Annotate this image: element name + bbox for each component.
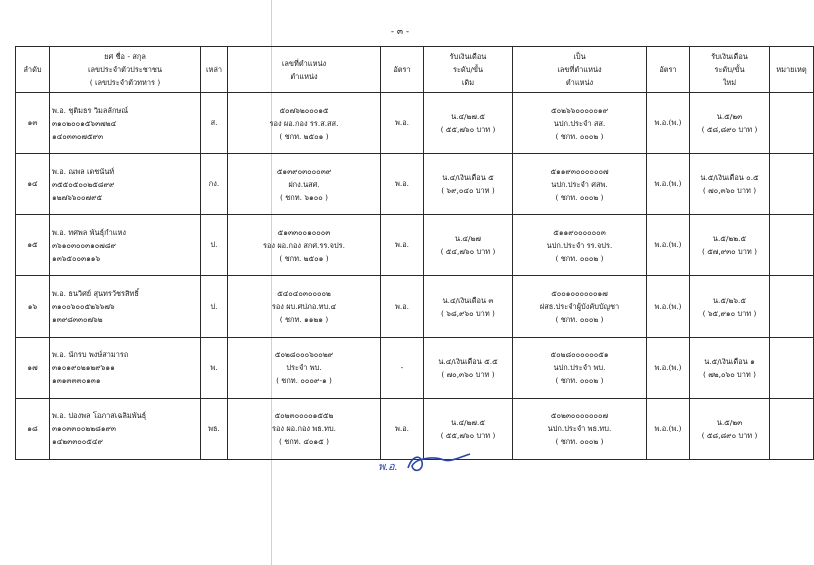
salary-old-cell-line: ( ๕๔,๗๖๐ บาท )	[440, 247, 496, 257]
name-cell-line: พ.อ. ณพล เดชนันท์	[52, 166, 115, 176]
signature-mark	[378, 450, 478, 480]
salary-old-cell-line: น.๔/เงินเดือน ๕	[442, 173, 494, 183]
new-position-cell-line: ( ชกท. ๐๐๐๒ )	[555, 131, 604, 141]
new-position-cell-line: นปก.ประจำ พบ.	[553, 363, 606, 373]
salary-new-cell	[690, 154, 770, 215]
position-cell-line: ๕๑๓๙๐๓๐๐๐๓๙	[276, 166, 332, 176]
page-number: - ๓ -	[390, 27, 410, 37]
name-cell-line: ๓๑๐๑๙๐๒๑๒๙๖๑๑	[52, 363, 115, 373]
name-cell-line: ๑๒๗๖๖๐๐๗๙๕	[52, 192, 103, 202]
name-cell-line: พ.อ. ปองพล โอภาสเฉลิมพันธุ์	[52, 411, 147, 421]
salary-old-cell	[424, 276, 513, 337]
new-position-cell-line: ๕๑๑๙๐๐๐๐๐๐๓	[553, 227, 606, 237]
position-cell-line: ประจำ พบ.	[286, 363, 322, 373]
salary-old-cell-line: น.๔/เงินเดือน ๕.๕	[438, 356, 498, 366]
salary-old-cell-line: ( ๖๘,๙๖๐ บาท )	[441, 308, 495, 318]
header-position: เลขที่ตำแหน่ง ตำแหน่ง	[228, 47, 381, 93]
position-cell-line: ๕๐๗๖๒๐๐๐๑๕	[279, 105, 329, 115]
position-cell	[228, 337, 381, 398]
name-cell-line: ๑๓๖๕๐๐๓๑๑๖	[52, 253, 101, 263]
header-remark: หมายเหตุ	[770, 47, 814, 93]
table-row	[16, 337, 814, 398]
salary-new-cell	[690, 93, 770, 154]
salary-new-cell	[690, 337, 770, 398]
salary-new-cell-line: น.๕/๒๓	[716, 112, 743, 122]
new-position-cell	[513, 276, 647, 337]
position-cell-line: รอง ผบ.ศปภอ.ทบ.๔	[271, 302, 337, 312]
salary-old-cell	[424, 215, 513, 276]
salary-old-cell-line: น.๔/๒๗.๕	[451, 112, 485, 122]
new-rate-cell: พ.อ.(พ.)	[647, 398, 690, 459]
position-cell-line: ( ชกท. ๐๐๐๙-๑ )	[276, 376, 332, 386]
new-rate-cell: พ.อ.(พ.)	[647, 276, 690, 337]
position-cell-line: ๕๐๒๘๐๐๐๖๐๐๒๙	[274, 350, 334, 360]
name-cell-line: ๓๑๐๓๓๐๐๒๒๘๑๙๓	[52, 424, 116, 434]
salary-old-cell-line: น.๔/๒๗	[455, 234, 481, 244]
salary-new-cell-line: ( ๕๘,๘๙๐ บาท )	[701, 430, 758, 440]
remark-cell	[770, 337, 814, 398]
position-cell-line: ( ชกท. ๒๕๐๑ )	[279, 253, 329, 263]
salary-new-cell	[690, 215, 770, 276]
new-position-cell-line: ( ชกท. ๐๐๐๒ )	[555, 315, 604, 325]
new-position-cell-line: ๕๐๒๓๐๐๐๐๐๐๐๗	[550, 411, 609, 421]
position-cell-line: รอง ผอ.กอง พธ.ทบ.	[271, 424, 336, 434]
new-position-cell-line: นปก.ประจำ พธ.ทบ.	[547, 424, 612, 434]
table-row	[16, 276, 814, 337]
new-position-cell-line: นปก.ประจำ สส.	[553, 118, 606, 128]
new-position-cell-line: นปก.ประจำ รร.จปร.	[546, 240, 613, 250]
table-row	[16, 93, 814, 154]
salary-old-cell-line: น.๔/๒๗.๕	[451, 417, 485, 427]
new-position-cell-line: ( ชกท. ๐๐๐๒ )	[555, 253, 604, 263]
name-cell-line: ๓๖๑๐๓๐๐๓๑๐๗๘๙	[52, 240, 116, 250]
position-cell-line: รอง ผอ.กอง สกศ.รร.จปร.	[262, 240, 345, 250]
position-cell	[228, 215, 381, 276]
name-cell	[50, 93, 201, 154]
branch-cell: ป.	[201, 276, 228, 337]
order-cell: ๑๗	[16, 337, 50, 398]
position-cell-line: ( ชกท. ๖๑๐๐ )	[280, 192, 328, 202]
header-salary-old: รับเงินเดือน ระดับ/ขั้น เดิม	[424, 47, 513, 93]
rate-cell: พ.อ.	[381, 154, 424, 215]
name-cell	[50, 215, 201, 276]
header-rate: อัตรา	[381, 47, 424, 93]
name-cell-line: ๑๓๑๓๓๓๐๑๓๑	[52, 376, 101, 386]
order-cell: ๑๕	[16, 215, 50, 276]
rate-cell: -	[381, 337, 424, 398]
name-cell	[50, 398, 201, 459]
new-position-cell-line: ๕๐๒๘๐๐๐๐๐๐๕๑	[550, 350, 609, 360]
new-position-cell-line: นปก.ประจำ ศสพ.	[551, 179, 608, 189]
name-cell-line: ๓๑๐๒๐๐๑๕๖๓๗๒๔	[52, 118, 117, 128]
position-cell	[228, 398, 381, 459]
salary-new-cell-line: ( ๗๐,๓๖๐ บาท )	[702, 186, 757, 196]
salary-old-cell	[424, 154, 513, 215]
name-cell-line: ๓๕๕๐๕๐๐๒๕๘๙๙	[52, 179, 115, 189]
new-rate-cell: พ.อ.(พ.)	[647, 154, 690, 215]
salary-old-cell-line: ( ๖๙,๐๔๐ บาท )	[441, 186, 495, 196]
position-cell-line: ( ชกท. ๔๐๑๕ )	[279, 437, 329, 447]
table-row	[16, 154, 814, 215]
signature-initials: พ.อ.	[378, 461, 398, 473]
rate-cell: พ.อ.	[381, 276, 424, 337]
table-row	[16, 215, 814, 276]
new-position-cell-line: ฝสธ.ประจำผู้บังคับบัญชา	[539, 302, 620, 312]
salary-new-cell-line: ( ๕๗,๙๓๐ บาท )	[701, 247, 757, 257]
salary-old-cell-line: น.๔/เงินเดือน ๓	[442, 295, 494, 305]
table-body	[16, 93, 814, 460]
new-position-cell-line: ๕๐๒๖๖๐๐๐๐๐๑๙	[550, 105, 609, 115]
position-cell	[228, 276, 381, 337]
name-cell	[50, 337, 201, 398]
header-order: ลำดับ	[16, 47, 50, 93]
name-cell-line: ๓๑๐๐๖๐๐๕๒๖๖๗๖	[52, 302, 115, 312]
new-position-cell	[513, 398, 647, 459]
rate-cell: พ.อ.	[381, 398, 424, 459]
salary-new-cell	[690, 398, 770, 459]
name-cell-line: พ.อ. ธนวิศย์ สุนทรวัชรสิทธิ์	[52, 289, 139, 299]
header-new-position: เป็น เลขที่ตำแหน่ง ตำแหน่ง	[513, 47, 647, 93]
salary-new-cell-line: น.๕/เงินเดือน ๐.๕	[700, 173, 759, 183]
salary-old-cell-line: ( ๕๕,๗๖๐ บาท )	[440, 430, 496, 440]
position-cell-line: รอง ผอ.กอง รร.ส.สส.	[269, 118, 339, 128]
new-position-cell	[513, 154, 647, 215]
order-cell: ๑๓	[16, 93, 50, 154]
branch-cell: พธ.	[201, 398, 228, 459]
name-cell	[50, 276, 201, 337]
new-rate-cell: พ.อ.(พ.)	[647, 215, 690, 276]
salary-new-cell-line: ( ๗๒,๐๖๐ บาท )	[702, 369, 757, 379]
remark-cell	[770, 93, 814, 154]
order-cell: ๑๔	[16, 154, 50, 215]
remark-cell	[770, 276, 814, 337]
new-position-cell-line: ( ชกท. ๐๐๐๒ )	[555, 192, 604, 202]
position-cell-line: ๕๑๓๓๐๐๑๐๐๐๓	[277, 227, 331, 237]
header-branch: เหล่า	[201, 47, 228, 93]
salary-new-cell-line: น.๕/๒๒.๕	[712, 234, 747, 244]
new-rate-cell: พ.อ.(พ.)	[647, 93, 690, 154]
salary-old-cell-line: ( ๕๕,๗๖๐ บาท )	[440, 125, 496, 135]
order-cell: ๑๖	[16, 276, 50, 337]
rate-cell: พ.อ.	[381, 93, 424, 154]
name-cell-line: พ.อ. ชุติมธร วิมลลักษณ์	[52, 105, 129, 115]
new-position-cell-line: ( ชกท. ๐๐๐๒ )	[555, 376, 604, 386]
personnel-table	[15, 46, 814, 460]
name-cell-line: ๑๔๐๓๓๐๗๕๙๓	[52, 131, 104, 141]
position-cell-line: ( ชกท. ๒๕๐๑ )	[279, 131, 329, 141]
table-header-row	[16, 47, 814, 93]
new-position-cell	[513, 93, 647, 154]
header-new-rate: อัตรา	[647, 47, 690, 93]
new-position-cell	[513, 337, 647, 398]
salary-new-cell	[690, 276, 770, 337]
salary-new-cell-line: ( ๕๘,๘๙๐ บาท )	[701, 125, 758, 135]
name-cell-line: พ.อ. นักรบ พงษ์สามารถ	[52, 350, 129, 360]
salary-old-cell	[424, 93, 513, 154]
rate-cell: พ.อ.	[381, 215, 424, 276]
salary-new-cell-line: น.๕/๒๖.๕	[713, 295, 746, 305]
name-cell-line: พ.อ. ทศพล พันธุ์กำแหง	[52, 227, 126, 237]
new-position-cell-line: ๕๐๐๑๐๐๐๐๐๐๑๗	[551, 289, 608, 299]
salary-old-cell-line: ( ๗๐,๓๖๐ บาท )	[441, 369, 495, 379]
salary-old-cell	[424, 337, 513, 398]
salary-new-cell-line: น.๕/๒๓	[716, 417, 743, 427]
position-cell	[228, 154, 381, 215]
new-rate-cell: พ.อ.(พ.)	[647, 337, 690, 398]
new-position-cell-line: ๕๑๑๙๓๐๐๐๐๐๐๗	[550, 166, 609, 176]
salary-new-cell-line: ( ๖๕,๙๑๐ บาท )	[702, 308, 757, 318]
remark-cell	[770, 398, 814, 459]
new-position-cell	[513, 215, 647, 276]
position-cell-line: ๕๔๐๔๐๓๐๐๐๐๒	[277, 289, 331, 299]
name-cell-line: ๑๓๙๘๓๓๐๗๖๒	[52, 315, 103, 325]
branch-cell: พ.	[201, 337, 228, 398]
header-salary-new: รับเงินเดือน ระดับ/ขั้น ใหม่	[690, 47, 770, 93]
name-cell	[50, 154, 201, 215]
position-cell-line: ( ชกท. ๑๑๒๑ )	[279, 315, 329, 325]
position-cell	[228, 93, 381, 154]
salary-new-cell-line: น.๕/เงินเดือน ๑	[704, 356, 755, 366]
remark-cell	[770, 215, 814, 276]
branch-cell: กง.	[201, 154, 228, 215]
remark-cell	[770, 154, 814, 215]
signature-stroke	[408, 454, 470, 470]
branch-cell: ป.	[201, 215, 228, 276]
header-name: ยศ ชื่อ - สกุล เลขประจำตัวประชาชน ( เลขประจำตัวทหาร )	[50, 47, 201, 93]
name-cell-line: ๑๔๒๓๓๐๐๕๔๙	[52, 437, 103, 447]
order-cell: ๑๘	[16, 398, 50, 459]
new-position-cell-line: ( ชกท. ๐๐๐๒ )	[555, 437, 604, 447]
position-cell-line: ๕๐๒๓๐๐๐๐๑๕๕๒	[274, 411, 334, 421]
position-cell-line: ฝกง.นสศ.	[288, 179, 320, 189]
branch-cell: ส.	[201, 93, 228, 154]
